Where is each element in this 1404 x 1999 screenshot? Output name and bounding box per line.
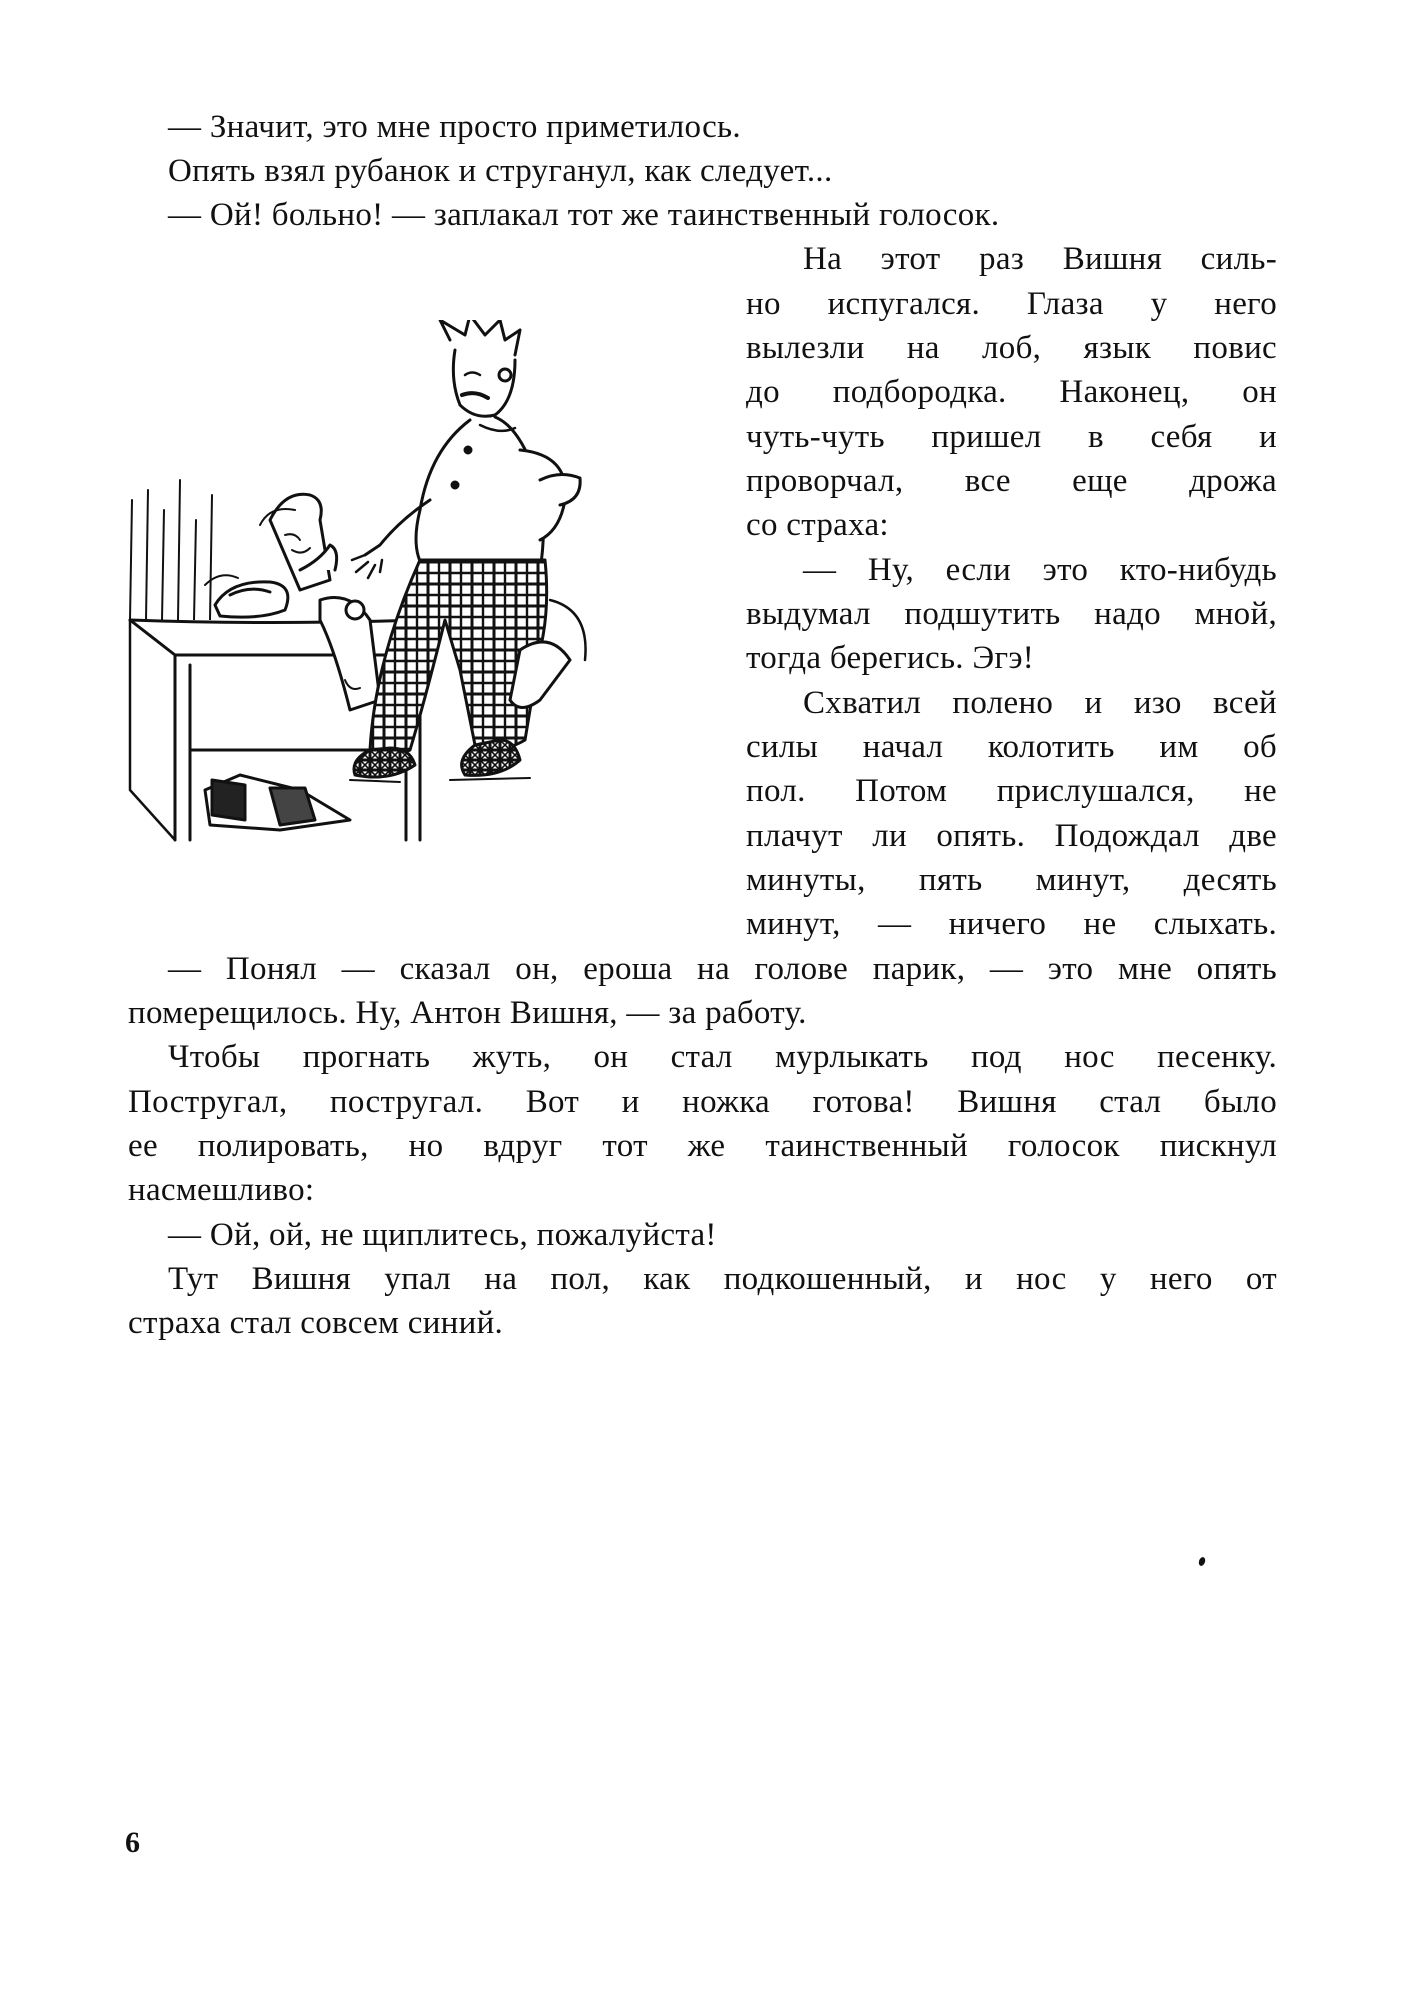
- text-line-23: Постругал, постругал. Вот и ножка готова! Вишня стал было: [128, 1084, 1277, 1120]
- text-line-17: плачут ли опять. Подождал две: [746, 818, 1277, 854]
- text-line-11: — Ну, если это кто-нибудь: [803, 552, 1277, 588]
- page-number: 6: [125, 1826, 140, 1859]
- plane-tool: [205, 575, 288, 617]
- text-line-27: Тут Вишня упал на пол, как подкошенный, и нос у него от: [168, 1261, 1277, 1297]
- text-line-24: ее полировать, но вдруг тот же таинственный голосок пискнул: [128, 1128, 1277, 1164]
- text-line-12: выдумал подшутить надо мной,: [746, 596, 1277, 632]
- text-line-4: На этот раз Вишня силь-: [803, 241, 1277, 277]
- text-line-18: минуты, пять минут, десять: [746, 862, 1277, 898]
- carpenter-figure: [350, 320, 586, 782]
- text-line-5: но испугался. Глаза у него: [746, 286, 1277, 322]
- text-line-2: Опять взял рубанок и струганул, как следует...: [168, 153, 833, 189]
- text-line-19: минут, — ничего не слыхать.: [746, 906, 1277, 942]
- text-line-28: страха стал совсем синий.: [128, 1305, 504, 1341]
- text-line-16: пол. Потом прислушался, не: [746, 773, 1277, 809]
- text-line-8: чуть-чуть пришел в себя и: [746, 419, 1277, 455]
- text-line-9: проворчал, все еще дрожа: [746, 463, 1277, 499]
- text-line-21: померещилось. Ну, Антон Вишня, — за работу.: [128, 995, 807, 1031]
- text-line-6: вылезли на лоб, язык повис: [746, 330, 1277, 366]
- text-line-14: Схватил полено и изо всей: [803, 685, 1277, 721]
- text-line-13: тогда берегись. Эгэ!: [746, 640, 1035, 676]
- text-line-15: силы начал колотить им об: [746, 729, 1277, 765]
- text-line-22: Чтобы прогнать жуть, он стал мурлыкать под нос песенку.: [168, 1039, 1277, 1075]
- text-line-3: — Ой! больно! — заплакал тот же таинственный голосок.: [168, 197, 1000, 233]
- text-line-26: — Ой, ой, не щиплитесь, пожалуйста!: [168, 1217, 717, 1253]
- carpenter-illustration: [120, 320, 710, 900]
- text-line-1: — Значит, это мне просто приметилось.: [168, 109, 741, 145]
- text-line-25: насмешливо:: [128, 1172, 315, 1208]
- ink-speck: [1198, 1556, 1207, 1567]
- text-line-7: до подбородка. Наконец, он: [746, 374, 1277, 410]
- text-line-20: — Понял — сказал он, ероша на голове парик, — это мне опять: [168, 951, 1277, 987]
- text-line-10: со страха:: [746, 507, 889, 543]
